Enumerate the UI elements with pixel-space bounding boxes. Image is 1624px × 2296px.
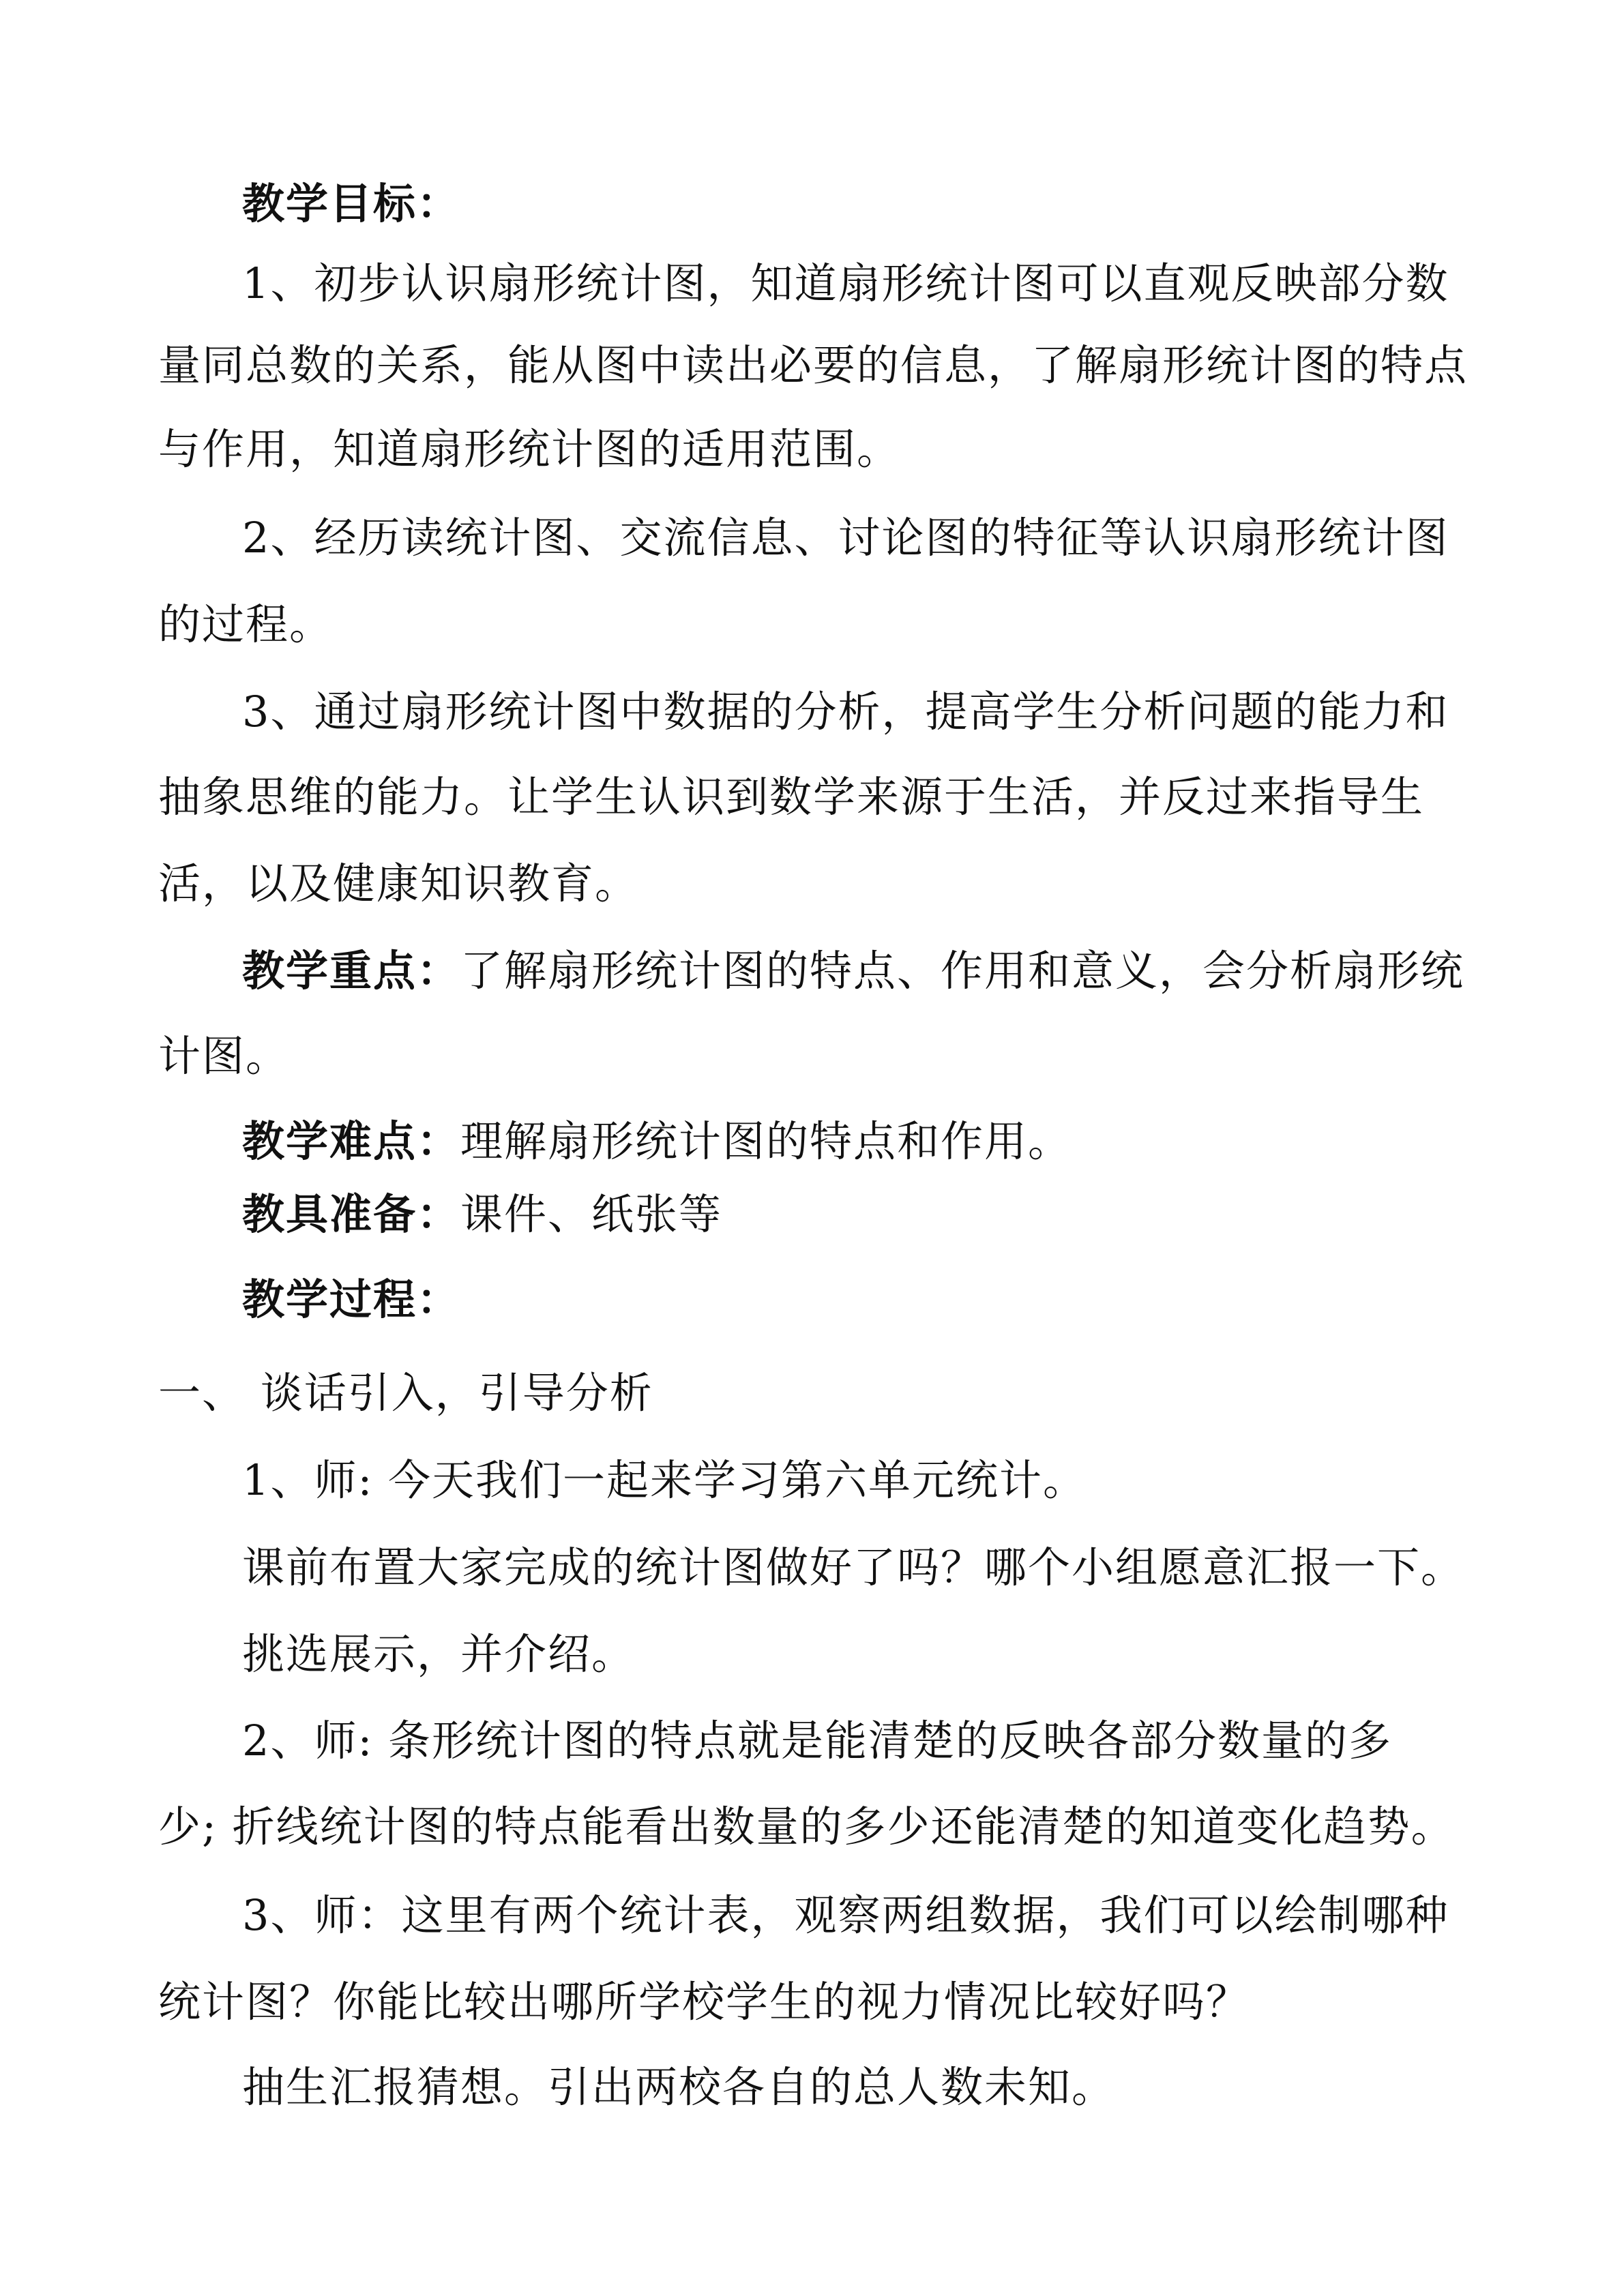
section-1-paragraph-1: 1、师: 今天我们一起来学习第六单元统计。: [242, 1455, 1087, 1505]
key-points-paragraph: [242, 946, 1465, 996]
key-points-text: 了解扇形统计图的特点、作用和意义，会分析扇形统: [460, 946, 1465, 996]
objective-3-line-2: 抽象思维的能力。让学生认识到数学来源于生活，并反过来指导生: [158, 772, 1425, 822]
materials-label: 教具准备：: [242, 1189, 461, 1239]
objective-2-line-2: 的过程。: [158, 599, 334, 649]
section-1-paragraph-2: 课前布置大家完成的统计图做好了吗？哪个小组愿意汇报一下。: [242, 1542, 1465, 1592]
process-heading: 教学过程：: [242, 1274, 461, 1324]
section-1-paragraph-4-line-1: 2、师: 条形统计图的特点就是能清楚的反映各部分数量的多: [242, 1716, 1393, 1765]
key-points-label: 教学重点：: [242, 946, 461, 996]
objective-3-line-1: 3、通过扇形统计图中数据的分析，提高学生分析问题的能力和: [242, 687, 1449, 736]
difficulty-text: 理解扇形统计图的特点和作用。: [460, 1116, 1072, 1166]
section-1-paragraph-3: 挑选展示，并介绍。: [242, 1629, 636, 1679]
difficulty-label: 教学难点：: [242, 1116, 461, 1166]
objectives-heading: 教学目标：: [242, 179, 461, 228]
section-1-heading: 一、 谈话引入，引导分析: [158, 1368, 653, 1418]
difficulty-paragraph: [242, 1116, 1072, 1166]
objective-3-line-3: 活，以及健康知识教育。: [158, 859, 639, 908]
objective-1-line-1: 1、初步认识扇形统计图，知道扇形统计图可以直观反映部分数: [242, 258, 1449, 308]
objective-1-line-2: 量同总数的关系，能从图中读出必要的信息，了解扇形统计图的特点: [158, 340, 1468, 390]
section-1-paragraph-5-line-2: 统计图？你能比较出哪所学校学生的视力情况比较好吗？: [158, 1977, 1250, 2027]
key-points-line-2: 计图。: [158, 1031, 290, 1081]
materials-text: 课件、纸张等: [460, 1189, 723, 1239]
materials-paragraph: [242, 1189, 723, 1239]
section-1-paragraph-6: 抽生汇报猜想。引出两校各自的总人数未知。: [242, 2062, 1116, 2112]
objective-1-line-3: 与作用，知道扇形统计图的适用范围。: [158, 424, 901, 474]
section-1-paragraph-4-line-2: 少; 折线统计图的特点能看出数量的多少还能清楚的知道变化趋势。: [158, 1802, 1455, 1851]
objective-2-line-1: 2、经历读统计图、交流信息、讨论图的特征等认识扇形统计图: [242, 513, 1449, 563]
section-1-paragraph-5-line-1: 3、师：这里有两个统计表，观察两组数据，我们可以绘制哪种: [242, 1890, 1449, 1940]
